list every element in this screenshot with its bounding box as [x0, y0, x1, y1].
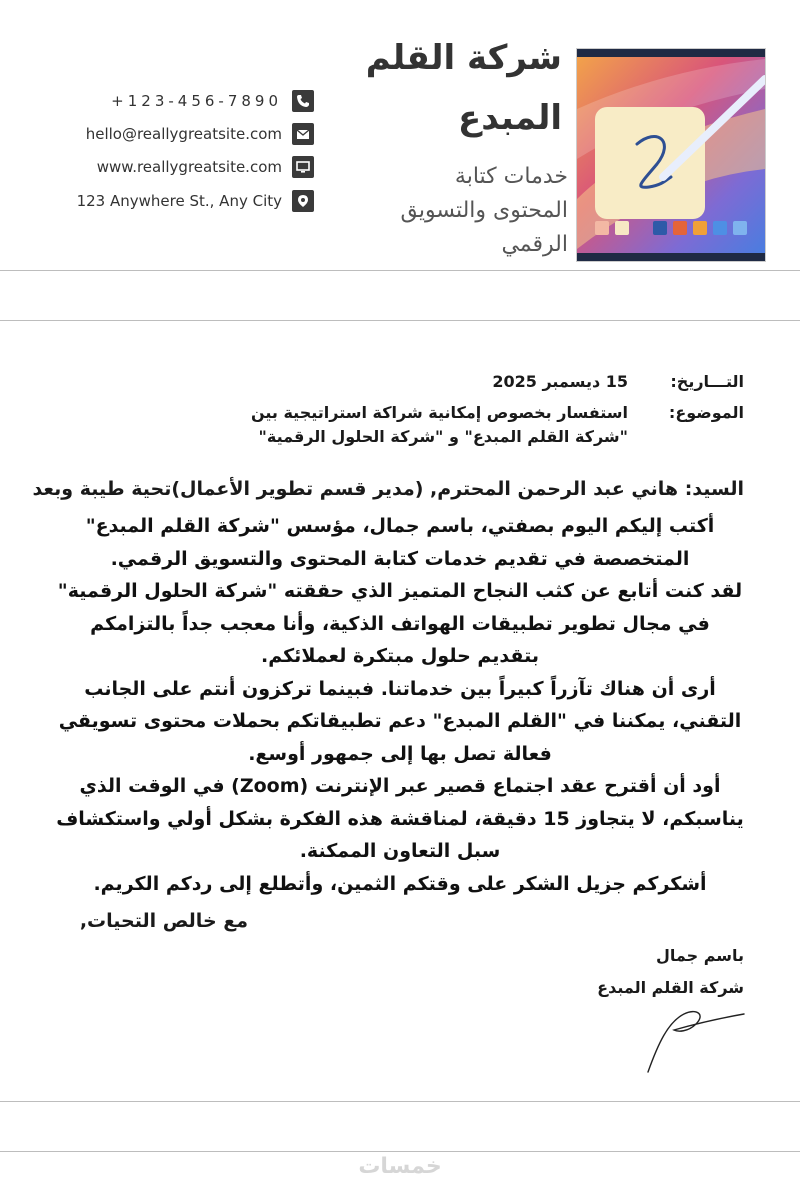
body-line: لقد كنت أتابع عن كثب النجاح المتميز الذي حققته "شركة الحلول الرقمية"	[57, 580, 743, 602]
footer-divider	[0, 1151, 800, 1152]
body-line: بتقديم حلول مبتكرة لعملائكم.	[261, 645, 539, 667]
body-line: أشكركم جزيل الشكر على وقتكم الثمين، وأتطلع إلى ردكم الكريم.	[93, 872, 707, 895]
subject-label: الموضوع:	[668, 403, 744, 422]
body-line: أكتب إليكم اليوم بصفتي، باسم جمال، مؤسس "شركة القلم المبدع"	[85, 515, 715, 537]
mail-icon	[292, 123, 314, 145]
signer-company: شركة القلم المبدع	[597, 978, 744, 997]
contact-address	[62, 190, 314, 212]
letter-body	[20, 510, 780, 900]
contact-block	[62, 90, 314, 220]
body-line: في مجال تطوير تطبيقات الهواتف الذكية، وأنا معجب جداً بالتزامكم	[90, 612, 710, 635]
tagline-line: الرقمي	[501, 232, 568, 257]
signer-name: باسم جمال	[655, 946, 744, 965]
date-value: 15 ديسمبر 2025	[492, 372, 628, 391]
tagline-line: المحتوى والتسويق	[400, 198, 568, 223]
tagline	[368, 160, 568, 262]
footer-divider	[0, 1101, 800, 1102]
phone-icon	[292, 90, 314, 112]
body-line: فعالة تصل بها إلى جمهور أوسع.	[248, 742, 552, 765]
subject-value	[251, 401, 628, 449]
section-divider	[0, 320, 800, 321]
subject-line: استفسار بخصوص إمكانية شراكة استراتيجية بين	[250, 403, 628, 422]
handwritten-signature	[640, 1004, 750, 1076]
body-line: أود أن أقترح عقد اجتماع قصير عبر الإنترنت (Zoom) في الوقت الذي	[79, 775, 721, 797]
body-line: يناسبكم، لا يتجاوز 15 دقيقة، لمناقشة هذه الفكرة بشكل أولي واستكشاف	[56, 807, 744, 830]
tagline-line: خدمات كتابة	[454, 164, 568, 189]
body-line: سبل التعاون الممكنة.	[299, 840, 501, 862]
brand-name-line1: شركة القلم	[365, 38, 562, 78]
body-line: المتخصصة في تقديم خدمات كتابة المحتوى والتسويق الرقمي.	[110, 547, 690, 570]
subject-line: "شركة القلم المبدع" و "شركة الحلول الرقمية"	[258, 427, 628, 446]
body-line: أرى أن هناك تآزراً كبيراً بين خدماتنا. فبينما تركزون أنتم على الجانب	[84, 677, 716, 700]
brand-name-line2: المبدع	[458, 98, 562, 138]
contact-website[interactable]	[62, 156, 314, 178]
contact-email[interactable]	[62, 123, 314, 145]
header-illustration	[576, 48, 766, 262]
body-line: التقني، يمكننا في "القلم المبدع" دعم تطبيقاتكم بحملات محتوى تسويقي	[58, 710, 742, 732]
closing-salutation: مع خالص التحيات,	[79, 910, 248, 932]
watermark: خمسات	[358, 1154, 442, 1179]
website-url: www.reallygreatsite.com	[96, 158, 282, 176]
header-divider	[0, 270, 800, 271]
phone-number: +123-456-7890	[111, 92, 282, 110]
monitor-icon	[292, 156, 314, 178]
recipient-line: السيد: هاني عبد الرحمن المحترم, (مدير قسم تطوير الأعمال)تحية طيبة وبعد	[32, 478, 744, 500]
contact-phone[interactable]	[62, 90, 314, 112]
email-address: hello@reallygreatsite.com	[85, 125, 282, 143]
date-label: التـــاريخ:	[670, 372, 744, 391]
location-pin-icon	[292, 190, 314, 212]
street-address: 123 Anywhere St., Any City	[76, 192, 282, 210]
